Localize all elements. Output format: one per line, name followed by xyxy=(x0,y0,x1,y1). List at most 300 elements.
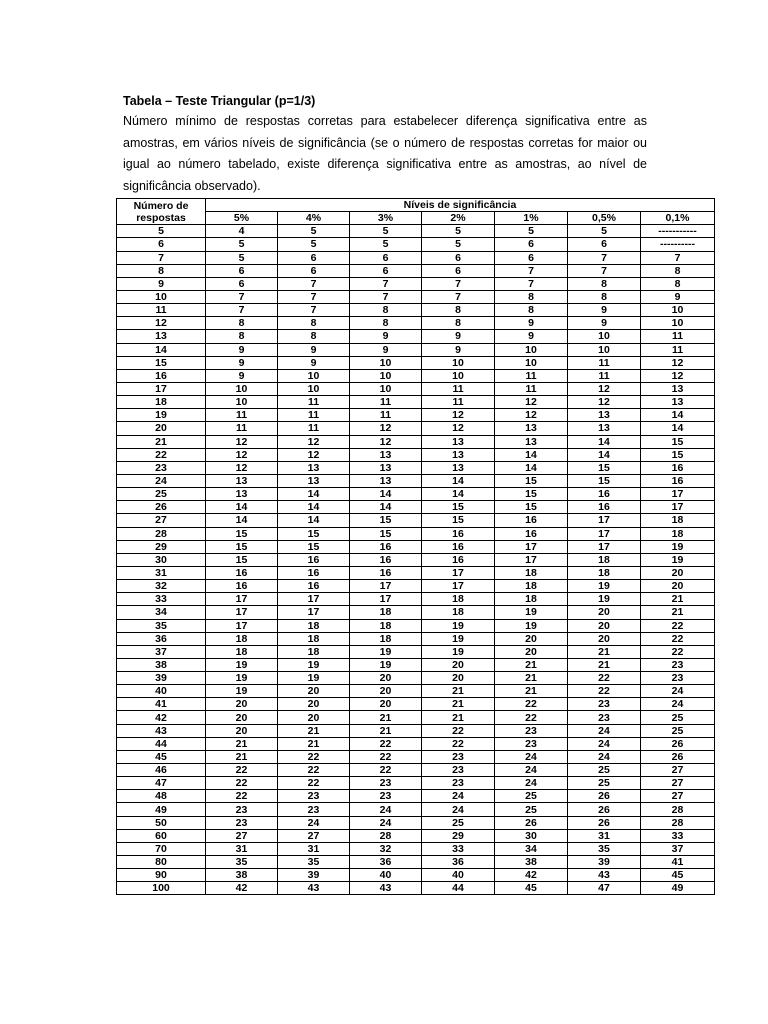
table-cell: 42 xyxy=(495,869,568,882)
table-cell: 6 xyxy=(206,264,278,277)
table-cell: 14 xyxy=(422,474,495,487)
table-cell: 7 xyxy=(278,304,350,317)
table-cell: 7 xyxy=(641,251,715,264)
table-cell: 23 xyxy=(422,750,495,763)
responses-count-cell: 48 xyxy=(117,790,206,803)
table-cell: 15 xyxy=(495,501,568,514)
table-cell: 19 xyxy=(422,619,495,632)
table-cell: 25 xyxy=(495,790,568,803)
table-cell: 8 xyxy=(278,330,350,343)
table-cell: 13 xyxy=(495,435,568,448)
table-cell: 7 xyxy=(278,290,350,303)
responses-count-cell: 22 xyxy=(117,448,206,461)
responses-count-cell: 33 xyxy=(117,593,206,606)
table-cell: 15 xyxy=(350,527,422,540)
table-cell: 31 xyxy=(568,829,641,842)
table-cell: 18 xyxy=(350,619,422,632)
responses-count-cell: 32 xyxy=(117,580,206,593)
responses-count-cell: 7 xyxy=(117,251,206,264)
table-cell: 18 xyxy=(278,645,350,658)
table-header xyxy=(117,199,715,225)
table-cell: 9 xyxy=(495,317,568,330)
table-cell: 7 xyxy=(422,290,495,303)
table-row xyxy=(117,474,715,487)
table-cell: 14 xyxy=(641,422,715,435)
table-row xyxy=(117,672,715,685)
table-cell: 10 xyxy=(350,356,422,369)
table-cell: 20 xyxy=(206,711,278,724)
row-header-cell xyxy=(117,199,206,225)
responses-count-cell: 12 xyxy=(117,317,206,330)
table-cell: 22 xyxy=(278,750,350,763)
table-cell: 12 xyxy=(568,382,641,395)
table-cell: 21 xyxy=(495,658,568,671)
table-cell: 11 xyxy=(206,422,278,435)
table-cell: 17 xyxy=(278,606,350,619)
table-cell: 21 xyxy=(641,593,715,606)
table-cell: 8 xyxy=(495,304,568,317)
responses-count-cell: 43 xyxy=(117,724,206,737)
table-cell: 27 xyxy=(206,829,278,842)
table-cell: 8 xyxy=(568,277,641,290)
table-cell: 20 xyxy=(278,711,350,724)
responses-count-cell: 70 xyxy=(117,842,206,855)
table-cell: 22 xyxy=(568,672,641,685)
table-cell: 8 xyxy=(641,264,715,277)
table-cell: 18 xyxy=(495,566,568,579)
table-cell: 27 xyxy=(278,829,350,842)
table-cell: 23 xyxy=(206,816,278,829)
table-row xyxy=(117,711,715,724)
table-row xyxy=(117,856,715,869)
table-cell: 18 xyxy=(568,553,641,566)
responses-count-cell: 44 xyxy=(117,737,206,750)
table-cell: 10 xyxy=(350,382,422,395)
table-cell: 11 xyxy=(641,343,715,356)
responses-count-cell: 15 xyxy=(117,356,206,369)
table-cell: 24 xyxy=(641,698,715,711)
table-row xyxy=(117,632,715,645)
table-cell: 23 xyxy=(641,672,715,685)
table-cell: 41 xyxy=(641,856,715,869)
table-cell: 9 xyxy=(350,330,422,343)
table-cell: 6 xyxy=(495,251,568,264)
table-cell: 13 xyxy=(422,461,495,474)
table-cell: 4 xyxy=(206,225,278,238)
table-cell: 25 xyxy=(568,764,641,777)
table-cell: 16 xyxy=(568,501,641,514)
responses-count-cell: 40 xyxy=(117,685,206,698)
table-cell: 12 xyxy=(495,409,568,422)
table-cell: 22 xyxy=(568,685,641,698)
table-cell: 19 xyxy=(641,540,715,553)
table-row xyxy=(117,238,715,251)
responses-count-cell: 50 xyxy=(117,816,206,829)
table-cell: 24 xyxy=(350,803,422,816)
table-cell: 45 xyxy=(641,869,715,882)
responses-count-cell: 100 xyxy=(117,882,206,895)
table-cell: 39 xyxy=(568,856,641,869)
table-cell: 12 xyxy=(641,369,715,382)
table-cell: 23 xyxy=(278,790,350,803)
table-cell: 15 xyxy=(495,474,568,487)
table-cell: 10 xyxy=(568,330,641,343)
table-cell: 24 xyxy=(568,724,641,737)
responses-count-cell: 14 xyxy=(117,343,206,356)
table-cell: 21 xyxy=(422,698,495,711)
table-row xyxy=(117,369,715,382)
table-cell: 18 xyxy=(350,606,422,619)
responses-count-cell: 26 xyxy=(117,501,206,514)
table-cell: 14 xyxy=(350,488,422,501)
table-cell: 14 xyxy=(206,514,278,527)
table-cell: 13 xyxy=(641,396,715,409)
table-cell: 20 xyxy=(206,724,278,737)
table-cell: 9 xyxy=(350,343,422,356)
table-cell: 6 xyxy=(350,251,422,264)
table-cell: 16 xyxy=(278,566,350,579)
table-cell: 5 xyxy=(350,238,422,251)
table-cell: 15 xyxy=(422,514,495,527)
table-cell: 12 xyxy=(206,435,278,448)
table-cell: 21 xyxy=(278,724,350,737)
table-cell: 15 xyxy=(422,501,495,514)
table-cell: 13 xyxy=(206,474,278,487)
table-cell: 17 xyxy=(278,593,350,606)
table-cell: 38 xyxy=(206,869,278,882)
responses-count-cell: 16 xyxy=(117,369,206,382)
table-cell: 16 xyxy=(495,527,568,540)
table-cell: 35 xyxy=(568,842,641,855)
table-cell: 22 xyxy=(350,750,422,763)
table-cell: 8 xyxy=(422,304,495,317)
table-row xyxy=(117,606,715,619)
table-cell: 23 xyxy=(641,658,715,671)
significance-table xyxy=(116,198,715,895)
group-header-cell: Níveis de significância xyxy=(206,199,715,212)
table-cell: 15 xyxy=(206,540,278,553)
table-cell: 21 xyxy=(206,750,278,763)
table-cell: 22 xyxy=(206,777,278,790)
table-cell: 14 xyxy=(278,501,350,514)
table-cell: 9 xyxy=(641,290,715,303)
table-row xyxy=(117,882,715,895)
table-row xyxy=(117,553,715,566)
table-cell: 15 xyxy=(641,435,715,448)
table-cell: 12 xyxy=(278,435,350,448)
table-cell: 23 xyxy=(495,737,568,750)
table-row xyxy=(117,527,715,540)
table-cell: 24 xyxy=(641,685,715,698)
table-cell: 19 xyxy=(350,658,422,671)
table-row xyxy=(117,580,715,593)
table-row xyxy=(117,382,715,395)
table-cell: 16 xyxy=(206,566,278,579)
table-cell: 21 xyxy=(350,724,422,737)
table-cell: 10 xyxy=(278,382,350,395)
table-row xyxy=(117,501,715,514)
table-cell: 16 xyxy=(495,514,568,527)
table-cell: 11 xyxy=(422,382,495,395)
table-cell: 19 xyxy=(206,672,278,685)
table-cell: 17 xyxy=(568,540,641,553)
table-cell: 8 xyxy=(206,317,278,330)
responses-count-cell: 80 xyxy=(117,856,206,869)
table-cell: 11 xyxy=(278,422,350,435)
table-row xyxy=(117,435,715,448)
table-row xyxy=(117,685,715,698)
table-row xyxy=(117,566,715,579)
responses-count-cell: 17 xyxy=(117,382,206,395)
table-cell: 14 xyxy=(422,488,495,501)
table-cell: 19 xyxy=(568,580,641,593)
table-cell: 6 xyxy=(278,264,350,277)
table-cell: 5 xyxy=(422,225,495,238)
table-cell: 16 xyxy=(206,580,278,593)
responses-count-cell: 41 xyxy=(117,698,206,711)
table-cell: 25 xyxy=(641,711,715,724)
table-cell: 13 xyxy=(350,461,422,474)
table-cell: 23 xyxy=(422,764,495,777)
table-cell: 5 xyxy=(568,225,641,238)
responses-count-cell: 31 xyxy=(117,566,206,579)
table-cell: 17 xyxy=(206,619,278,632)
table-cell: 8 xyxy=(350,304,422,317)
table-cell: 14 xyxy=(278,514,350,527)
table-cell: 6 xyxy=(350,264,422,277)
table-body xyxy=(117,225,715,895)
significance-table-container xyxy=(116,198,714,895)
table-cell: 25 xyxy=(422,816,495,829)
table-cell: 6 xyxy=(422,251,495,264)
table-cell: 23 xyxy=(278,803,350,816)
table-cell: 13 xyxy=(422,435,495,448)
table-cell: 21 xyxy=(350,711,422,724)
table-cell: 23 xyxy=(350,790,422,803)
table-cell: 22 xyxy=(641,645,715,658)
table-cell: 17 xyxy=(206,593,278,606)
table-cell: 12 xyxy=(350,435,422,448)
table-cell: 25 xyxy=(641,724,715,737)
table-cell: 15 xyxy=(350,514,422,527)
table-cell: 14 xyxy=(350,501,422,514)
table-cell: 11 xyxy=(568,369,641,382)
table-cell: 8 xyxy=(422,317,495,330)
table-cell: 5 xyxy=(206,238,278,251)
table-cell: 20 xyxy=(422,658,495,671)
responses-count-cell: 27 xyxy=(117,514,206,527)
table-cell: 22 xyxy=(641,632,715,645)
table-cell: 5 xyxy=(495,225,568,238)
table-cell: 10 xyxy=(495,343,568,356)
table-row xyxy=(117,764,715,777)
table-cell: 20 xyxy=(206,698,278,711)
table-cell: 18 xyxy=(278,619,350,632)
column-header: 2% xyxy=(422,212,495,225)
responses-count-cell: 25 xyxy=(117,488,206,501)
table-cell: 16 xyxy=(350,540,422,553)
table-cell: 9 xyxy=(206,369,278,382)
table-cell: 10 xyxy=(568,343,641,356)
table-cell: 15 xyxy=(641,448,715,461)
responses-count-cell: 37 xyxy=(117,645,206,658)
table-cell: 11 xyxy=(206,409,278,422)
responses-count-cell: 45 xyxy=(117,750,206,763)
table-cell: 26 xyxy=(568,803,641,816)
column-header: 4% xyxy=(278,212,350,225)
responses-count-cell: 60 xyxy=(117,829,206,842)
table-cell: 20 xyxy=(641,580,715,593)
table-cell: 13 xyxy=(206,488,278,501)
table-cell: 17 xyxy=(568,527,641,540)
table-cell: 12 xyxy=(422,409,495,422)
table-cell: 13 xyxy=(278,474,350,487)
table-cell: 17 xyxy=(422,580,495,593)
table-cell: 20 xyxy=(350,698,422,711)
document-description: Número mínimo de respostas corretas para estabelecer diferença significativa entre as amostras, em vários níveis de significância (se o número de respostas corretas for maior ou igual ao número tabelado, existe diferença significativa entre as amostras, ao nível de significância observado). xyxy=(123,114,647,193)
column-header: 0,1% xyxy=(641,212,715,225)
row-header-line2: respostas xyxy=(136,211,186,224)
table-row xyxy=(117,330,715,343)
table-cell: 5 xyxy=(350,225,422,238)
table-cell: 13 xyxy=(568,422,641,435)
table-cell: 21 xyxy=(568,658,641,671)
document-body xyxy=(123,91,647,197)
table-cell: 17 xyxy=(568,514,641,527)
table-row xyxy=(117,488,715,501)
table-cell: 10 xyxy=(422,356,495,369)
table-cell: 21 xyxy=(495,672,568,685)
table-cell: 14 xyxy=(495,461,568,474)
table-row xyxy=(117,422,715,435)
table-cell: 19 xyxy=(495,619,568,632)
table-cell: 21 xyxy=(422,685,495,698)
table-cell: 33 xyxy=(422,842,495,855)
table-cell: 13 xyxy=(278,461,350,474)
responses-count-cell: 20 xyxy=(117,422,206,435)
table-cell: 17 xyxy=(495,553,568,566)
table-row xyxy=(117,842,715,855)
table-cell: 22 xyxy=(422,737,495,750)
table-cell: 16 xyxy=(350,566,422,579)
responses-count-cell: 90 xyxy=(117,869,206,882)
responses-count-cell: 28 xyxy=(117,527,206,540)
table-cell: 9 xyxy=(422,330,495,343)
table-cell: 23 xyxy=(568,711,641,724)
table-cell: 21 xyxy=(568,645,641,658)
table-cell: 40 xyxy=(422,869,495,882)
table-cell: 12 xyxy=(350,422,422,435)
table-cell: 7 xyxy=(350,290,422,303)
table-cell: 19 xyxy=(495,606,568,619)
table-cell: 49 xyxy=(641,882,715,895)
table-cell: 22 xyxy=(350,764,422,777)
column-header: 0,5% xyxy=(568,212,641,225)
column-header: 5% xyxy=(206,212,278,225)
responses-count-cell: 9 xyxy=(117,277,206,290)
table-cell: 26 xyxy=(568,790,641,803)
table-cell: 20 xyxy=(350,685,422,698)
table-cell: 16 xyxy=(641,461,715,474)
table-cell: 13 xyxy=(641,382,715,395)
table-cell: 20 xyxy=(422,672,495,685)
table-cell: 7 xyxy=(206,290,278,303)
table-cell: 17 xyxy=(422,566,495,579)
table-cell: 20 xyxy=(278,685,350,698)
table-cell: 43 xyxy=(568,869,641,882)
table-cell: 35 xyxy=(206,856,278,869)
table-cell: 27 xyxy=(641,777,715,790)
table-cell: 16 xyxy=(641,474,715,487)
table-cell: 7 xyxy=(422,277,495,290)
table-cell: 24 xyxy=(568,737,641,750)
table-cell: 31 xyxy=(278,842,350,855)
document-title: Tabela – Teste Triangular (p=1/3) xyxy=(123,94,316,108)
table-row xyxy=(117,645,715,658)
table-cell: 28 xyxy=(641,803,715,816)
table-row xyxy=(117,829,715,842)
responses-count-cell: 21 xyxy=(117,435,206,448)
table-cell: 17 xyxy=(641,488,715,501)
table-cell: 19 xyxy=(278,658,350,671)
responses-count-cell: 49 xyxy=(117,803,206,816)
table-cell: 7 xyxy=(495,277,568,290)
table-cell: 26 xyxy=(641,737,715,750)
table-row xyxy=(117,264,715,277)
table-cell: 23 xyxy=(206,803,278,816)
table-cell: 11 xyxy=(568,356,641,369)
table-cell: 18 xyxy=(278,632,350,645)
table-row xyxy=(117,777,715,790)
table-cell: 18 xyxy=(422,593,495,606)
table-cell: 19 xyxy=(422,645,495,658)
table-cell: 11 xyxy=(422,396,495,409)
table-cell: 40 xyxy=(350,869,422,882)
table-cell: 20 xyxy=(568,632,641,645)
table-cell: 18 xyxy=(422,606,495,619)
table-cell: 12 xyxy=(206,448,278,461)
table-cell: 16 xyxy=(422,540,495,553)
table-cell: 19 xyxy=(206,658,278,671)
table-cell: 24 xyxy=(495,764,568,777)
table-cell: 47 xyxy=(568,882,641,895)
table-row xyxy=(117,724,715,737)
table-cell: 10 xyxy=(350,369,422,382)
table-cell: 24 xyxy=(422,803,495,816)
table-cell: 12 xyxy=(495,396,568,409)
table-cell: 23 xyxy=(568,698,641,711)
table-cell: 6 xyxy=(422,264,495,277)
table-row xyxy=(117,409,715,422)
responses-count-cell: 29 xyxy=(117,540,206,553)
table-cell: 26 xyxy=(568,816,641,829)
table-cell: 24 xyxy=(495,777,568,790)
table-cell: 17 xyxy=(350,593,422,606)
table-row xyxy=(117,396,715,409)
table-cell: 10 xyxy=(422,369,495,382)
table-row xyxy=(117,304,715,317)
table-cell: 16 xyxy=(350,553,422,566)
table-cell: 18 xyxy=(641,514,715,527)
table-cell: 11 xyxy=(278,396,350,409)
table-cell: 21 xyxy=(641,606,715,619)
table-cell: 13 xyxy=(495,422,568,435)
table-cell: 15 xyxy=(278,540,350,553)
table-row xyxy=(117,277,715,290)
responses-count-cell: 46 xyxy=(117,764,206,777)
table-cell: 43 xyxy=(350,882,422,895)
column-header: 3% xyxy=(350,212,422,225)
